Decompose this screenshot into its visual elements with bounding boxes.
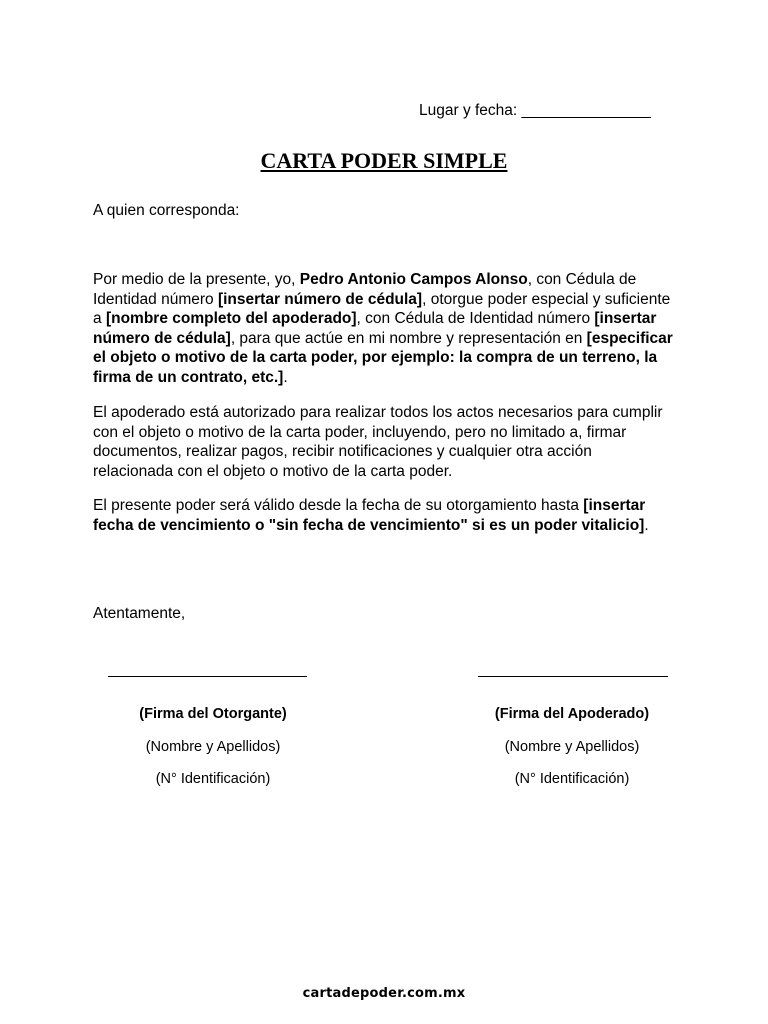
attorney-signature-line	[478, 676, 668, 677]
paragraph-grant-text: .	[283, 368, 288, 386]
place-date-line: Lugar y fecha: _______________	[419, 102, 651, 119]
placeholder-expiry: [insertar fecha de vencimiento o "sin fecha de vencimiento" si es un poder vitalicio]	[93, 497, 646, 534]
paragraph-grant-text: , otorgue poder especial y suficiente a	[93, 290, 671, 328]
grantor-name-label: (Nombre y Apellidos)	[145, 739, 281, 755]
closing: Atentamente,	[93, 605, 186, 622]
paragraph-grant	[93, 270, 673, 388]
greeting: A quien corresponda:	[93, 202, 240, 219]
placeholder-attorney-name: [nombre completo del apoderado]	[105, 310, 357, 328]
paragraph-validity-text: .	[644, 516, 649, 534]
paragraph-validity-text: El presente poder será válido desde la fecha de su otorgamiento hasta	[93, 497, 584, 514]
site-watermark: cartadepoder.com.mx	[302, 986, 466, 1001]
paragraph-grant-text: , con Cédula de Identidad número	[93, 271, 637, 308]
grantor-name: Pedro Antonio Campos Alonso	[299, 271, 528, 288]
attorney-name-label: (Nombre y Apellidos)	[504, 739, 640, 755]
placeholder-grantor-id: [insertar número de cédula]	[217, 290, 423, 308]
grantor-signature-label: (Firma del Otorgante)	[139, 706, 287, 722]
paragraph-authority: El apoderado está autorizado para realizar todos los actos necesarios para cumplir con el objeto o motivo de la carta poder, incluyendo, pero no limitado a, firmar documentos, realizar pagos, recibir notificaciones y cualquier otra acción relacionada con el objeto o motivo de la carta poder.	[93, 404, 663, 480]
grantor-id-label: (N° Identificación)	[155, 771, 271, 787]
attorney-id-label: (N° Identificación)	[514, 771, 630, 787]
placeholder-object: [especificar el objeto o motivo de la carta poder, por ejemplo: la compra de un terreno, la firma de un contrato, etc.]	[93, 329, 673, 386]
attorney-signature-label: (Firma del Apoderado)	[494, 706, 650, 722]
grantor-signature-line	[108, 676, 307, 677]
paragraph-validity	[93, 496, 673, 535]
paragraph-grant-text: Por medio de la presente, yo,	[93, 271, 300, 288]
document-title: CARTA PODER SIMPLE	[260, 148, 508, 173]
paragraph-grant-text: , con Cédula de Identidad número	[356, 310, 595, 328]
paragraph-grant-text: , para que actúe en mi nombre y representación en	[230, 329, 587, 347]
placeholder-attorney-id: [insertar número de cédula]	[93, 310, 657, 347]
